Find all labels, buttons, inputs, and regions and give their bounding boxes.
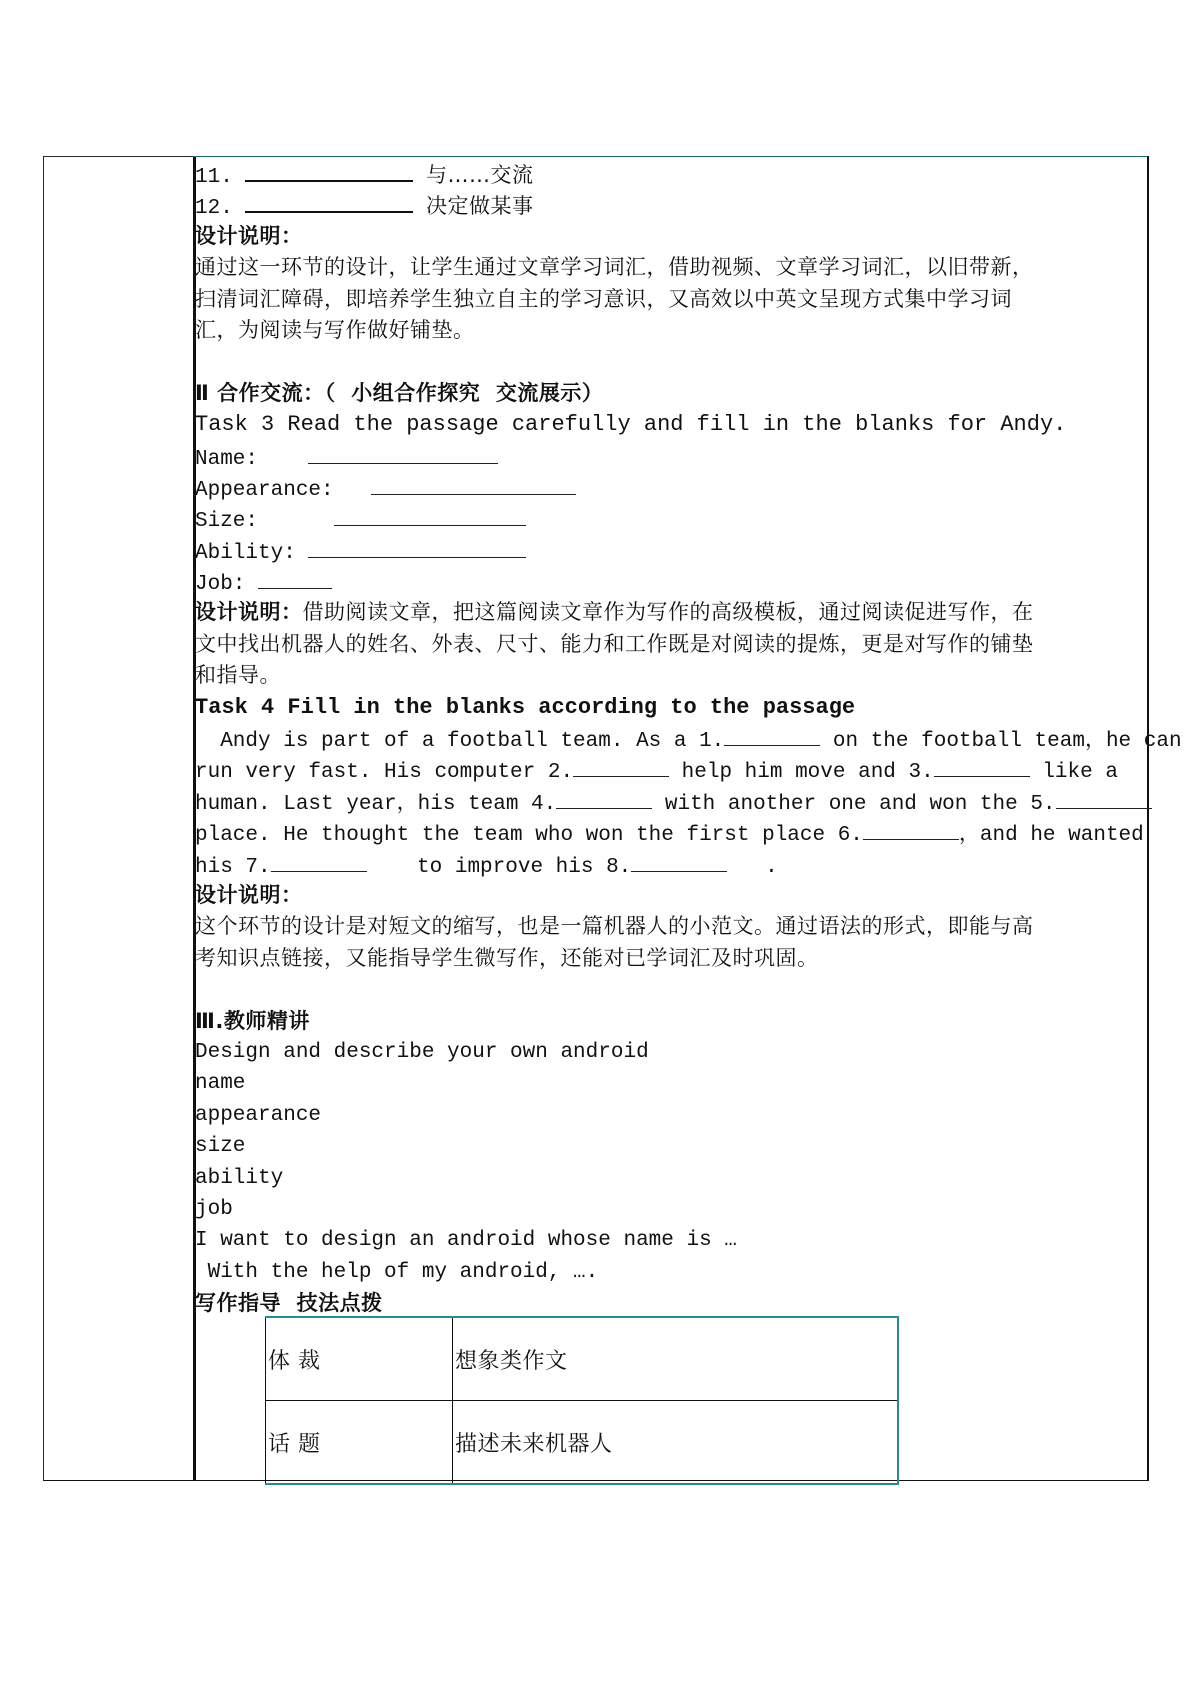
task-4-line: run very fast. His computer 2. help him move and 3. like a (195, 754, 1150, 785)
spacer (195, 346, 1150, 377)
fill-blank-5[interactable] (1056, 786, 1152, 809)
topic-label: 话 题 (266, 1401, 453, 1485)
table-row (266, 1317, 899, 1401)
design-note-line: 文中找出机器人的姓名、外表、尺寸、能力和工作既是对阅读的提炼，更是对写作的铺垫 (195, 631, 1034, 656)
genre-value: 想象类作文 (453, 1317, 899, 1401)
writing-guide-table (265, 1316, 899, 1485)
field-ability: Ability: (195, 535, 1150, 566)
table-top-border (193, 156, 1147, 157)
field-job: Job: (195, 566, 1150, 597)
section-3-line: With the help of my android, …. (195, 1260, 599, 1284)
job-blank[interactable] (258, 566, 332, 589)
writing-guide-heading: 写作指导 技法点拨 (195, 1291, 383, 1316)
design-note-line: 扫清词汇障碍，即培养学生独立自主的学习意识，又高效以中英文呈现方式集中学习词 (195, 286, 1012, 311)
section-3-line: Design and describe your own android (195, 1040, 649, 1064)
fill-blank-7[interactable] (271, 849, 367, 872)
design-note-heading: 设计说明： (195, 223, 303, 248)
topic-value: 描述未来机器人 (453, 1401, 899, 1485)
fill-blank-4[interactable] (556, 786, 652, 809)
section-3-line: ability (195, 1166, 284, 1190)
task-4-line: human. Last year，his team 4. with another one and won the 5. (195, 786, 1150, 817)
table-row (266, 1401, 899, 1485)
vocab-item-11: 11. 与……交流 (195, 158, 1150, 189)
field-name: Name: (195, 441, 1150, 472)
section-3-line: I want to design an android whose name is … (195, 1229, 737, 1253)
genre-label: 体 裁 (266, 1317, 453, 1401)
section-3-heading: Ⅲ.教师精讲 (195, 1008, 310, 1033)
fill-blank-1[interactable] (724, 723, 820, 746)
fill-blank-6[interactable] (863, 817, 959, 840)
vocab-item-12: 12. 决定做某事 (195, 189, 1150, 220)
appearance-blank[interactable] (371, 472, 576, 495)
task-4-line: his 7. to improve his 8. . (195, 849, 1150, 880)
design-note-line: 通过这一环节的设计，让学生通过文章学习词汇，借助视频、文章学习词汇，以旧带新， (195, 255, 1034, 280)
ability-blank[interactable] (308, 535, 526, 558)
vocab-blank[interactable] (245, 189, 413, 213)
name-blank[interactable] (308, 441, 498, 464)
task-4-line: Andy is part of a football team. As a 1. on the football team，he can (195, 723, 1150, 754)
section-3-line: name (195, 1072, 246, 1096)
vocab-blank[interactable] (245, 158, 413, 182)
section-3-line: size (195, 1135, 246, 1159)
section-2-heading: Ⅱ 合作交流：（ 小组合作探究 交流展示） (195, 380, 604, 405)
design-note-line: 和指导。 (195, 663, 281, 688)
task-4-heading: Task 4 Fill in the blanks according to the passage (195, 694, 856, 720)
design-note-line: 这个环节的设计是对短文的缩写，也是一篇机器人的小范文。通过语法的形式，即能与高 (195, 914, 1034, 939)
fill-blank-2[interactable] (573, 754, 669, 777)
lesson-content (195, 158, 1182, 1319)
design-note-heading: 设计说明： (195, 882, 303, 907)
fill-blank-3[interactable] (934, 754, 1030, 777)
size-blank[interactable] (334, 503, 526, 526)
design-note-2-line-1: 设计说明：借助阅读文章，把这篇阅读文章作为写作的高级模板，通过阅读促进写作，在 (195, 600, 1034, 625)
design-note-line: 考知识点链接，又能指导学生微写作，还能对已学词汇及时巩固。 (195, 945, 819, 970)
section-3-line: appearance (195, 1103, 322, 1127)
task-4-line: place. He thought the team who won the first place 6. ，and he wanted (195, 817, 1150, 848)
task-3-heading: Task 3 Read the passage carefully and fill in the blanks for Andy. (195, 412, 1067, 438)
fill-blank-8[interactable] (631, 849, 727, 872)
field-size: Size: (195, 503, 1150, 534)
spacer (195, 974, 1150, 1005)
section-3-line: job (195, 1197, 233, 1221)
field-appearance: Appearance: (195, 472, 1150, 503)
design-note-line: 汇，为阅读与写作做好铺垫。 (195, 317, 475, 342)
